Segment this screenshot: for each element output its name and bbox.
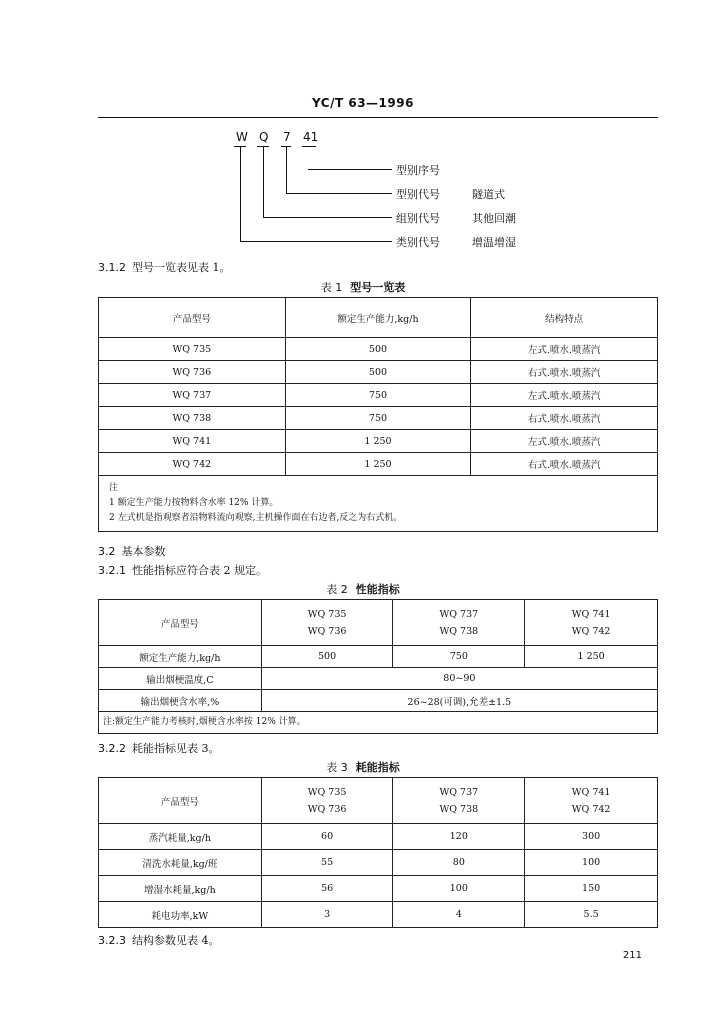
table-cell: WQ 742 — [99, 453, 286, 476]
standard-header: YC/T 63—1996 — [312, 96, 414, 110]
table-cell: 750 — [285, 407, 471, 430]
table-header-row — [99, 778, 658, 824]
model-label: WQ 736 — [307, 803, 347, 815]
section-text: 性能指标应符合表 2 规定。 — [132, 564, 267, 577]
section-number: 3.2 — [98, 545, 116, 558]
table-header-cell — [525, 778, 658, 824]
table1-caption — [0, 279, 726, 295]
table-cell: 300 — [525, 824, 658, 850]
header-rule — [98, 117, 658, 118]
table-cell: 额定生产能力,kg/h — [99, 646, 262, 668]
code-letter-41: 41 — [303, 130, 319, 144]
table-row — [99, 361, 658, 384]
leader-line-type-h — [286, 193, 392, 194]
model-label: WQ 737 — [439, 786, 479, 798]
table-cell: 5.5 — [525, 902, 658, 928]
section-text: 基本参数 — [121, 545, 166, 558]
table-cell: 3 — [261, 902, 393, 928]
table-row — [99, 902, 658, 928]
code-underline — [302, 146, 316, 147]
page-number: 211 — [622, 950, 642, 961]
table2 — [98, 599, 658, 734]
table-cell: 耗电功率,kW — [99, 902, 262, 928]
leader-line-group-h — [263, 217, 392, 218]
table-row — [99, 824, 658, 850]
legend-label-serial: 型别序号 — [396, 164, 440, 177]
table3-caption-title: 耗能指标 — [355, 761, 400, 774]
table-cell: 左式.喷水.喷蒸汽 — [471, 338, 658, 361]
section-3-2 — [98, 543, 166, 559]
table-cell: 1 250 — [285, 430, 471, 453]
table2-note: 注:额定生产能力考核时,烟梗含水率按 12% 计算。 — [99, 712, 658, 734]
table-header-cell — [393, 600, 525, 646]
table1-note-1: 1 额定生产能力按物料含水率 12% 计算。 — [109, 498, 279, 508]
model-label: WQ 735 — [307, 786, 347, 798]
model-label: WQ 738 — [439, 625, 479, 637]
leader-line-category-v — [240, 146, 241, 241]
table-cell: 55 — [261, 850, 393, 876]
table3-caption-number: 表 3 — [326, 761, 348, 774]
table-header-row — [99, 298, 658, 338]
table-cell: 750 — [393, 646, 525, 668]
section-number: 3.1.2 — [98, 261, 126, 274]
legend-label-group: 组别代号 — [396, 212, 440, 225]
table-row — [99, 407, 658, 430]
table-cell: WQ 741 — [99, 430, 286, 453]
model-label: WQ 741 — [571, 608, 611, 620]
table-cell: WQ 736 — [99, 361, 286, 384]
table1-caption-title: 型号一览表 — [350, 281, 406, 294]
table-cell: 750 — [285, 384, 471, 407]
table-cell: 80 — [393, 850, 525, 876]
table-cell: 120 — [393, 824, 525, 850]
code-letter-w: W — [236, 130, 248, 144]
model-label: WQ 738 — [439, 803, 479, 815]
table-row — [99, 430, 658, 453]
model-label: WQ 742 — [571, 803, 611, 815]
table-cell: 1 250 — [285, 453, 471, 476]
leader-line-group-v — [263, 146, 264, 217]
legend-value-group: 其他回潮 — [472, 212, 516, 225]
table-cell: 1 250 — [525, 646, 658, 668]
table1-note-2: 2 左式机是指观察者沿物料流向观察,主机操作面在右边者,反之为右式机。 — [109, 513, 403, 523]
table2-caption-number: 表 2 — [326, 583, 348, 596]
table-cell: 60 — [261, 824, 393, 850]
model-label: WQ 741 — [571, 786, 611, 798]
model-label: WQ 742 — [571, 625, 611, 637]
table-header-cell: 结构特点 — [471, 298, 658, 338]
table-header-cell: 产品型号 — [99, 298, 286, 338]
table-header-cell — [525, 600, 658, 646]
table-cell: 输出烟梗温度,C — [99, 668, 262, 690]
table-cell: 左式.喷水.喷蒸汽 — [471, 384, 658, 407]
model-label: WQ 735 — [307, 608, 347, 620]
table-cell: 4 — [393, 902, 525, 928]
table-cell: 500 — [285, 338, 471, 361]
code-letter-7: 7 — [283, 130, 291, 144]
legend-label-type: 型别代号 — [396, 188, 440, 201]
legend-label-category: 类别代号 — [396, 236, 440, 249]
table-cell: 500 — [261, 646, 393, 668]
legend-value-type: 隧道式 — [472, 188, 505, 201]
section-text: 结构参数见表 4。 — [132, 934, 220, 947]
section-number: 3.2.2 — [98, 742, 126, 755]
table1-notes — [99, 476, 658, 532]
section-3-2-1 — [98, 562, 267, 578]
table3-caption — [0, 759, 726, 775]
section-3-2-3 — [98, 932, 220, 948]
table-cell: 80~90 — [261, 668, 657, 690]
section-3-2-2 — [98, 740, 220, 756]
table-row — [99, 668, 658, 690]
table-cell: WQ 738 — [99, 407, 286, 430]
code-letter-q: Q — [259, 130, 269, 144]
table-cell: 清洗水耗量,kg/班 — [99, 850, 262, 876]
table-cell: 100 — [525, 850, 658, 876]
table-cell: 左式.喷水.喷蒸汽 — [471, 430, 658, 453]
table-cell: 输出烟梗含水率,% — [99, 690, 262, 712]
section-text: 耗能指标见表 3。 — [132, 742, 220, 755]
table-cell: 26~28(可调),允差±1.5 — [261, 690, 657, 712]
table1-note-heading: 注 — [109, 483, 119, 493]
leader-line-type-v — [286, 146, 287, 193]
table-row — [99, 876, 658, 902]
section-text: 型号一览表见表 1。 — [132, 261, 231, 274]
model-label: WQ 736 — [307, 625, 347, 637]
table3 — [98, 777, 658, 928]
table-row — [99, 384, 658, 407]
table-cell: 右式.喷水.喷蒸汽 — [471, 407, 658, 430]
leader-line-serial — [308, 169, 392, 170]
table-cell: WQ 737 — [99, 384, 286, 407]
table-note-row — [99, 476, 658, 532]
table-cell: 56 — [261, 876, 393, 902]
table-cell: 右式.喷水.喷蒸汽 — [471, 361, 658, 384]
table2-caption — [0, 581, 726, 597]
table-header-row — [99, 600, 658, 646]
table-row — [99, 338, 658, 361]
table-header-cell: 额定生产能力,kg/h — [285, 298, 471, 338]
table2-caption-title: 性能指标 — [355, 583, 400, 596]
legend-value-category: 增温增湿 — [472, 236, 516, 249]
table-note-row — [99, 712, 658, 734]
leader-line-category-h — [240, 241, 392, 242]
section-number: 3.2.3 — [98, 934, 126, 947]
table-row — [99, 646, 658, 668]
model-label: WQ 737 — [439, 608, 479, 620]
table-row — [99, 453, 658, 476]
table-cell: 右式.喷水.喷蒸汽 — [471, 453, 658, 476]
table-header-cell — [261, 778, 393, 824]
table-header-cell — [393, 778, 525, 824]
table-row — [99, 690, 658, 712]
table-header-cell: 产品型号 — [99, 600, 262, 646]
table-cell: 增湿水耗量,kg/h — [99, 876, 262, 902]
section-3-1-2 — [98, 259, 231, 275]
table-cell: 150 — [525, 876, 658, 902]
table-cell: 100 — [393, 876, 525, 902]
table-cell: 500 — [285, 361, 471, 384]
table1 — [98, 297, 658, 532]
table-header-cell: 产品型号 — [99, 778, 262, 824]
table-cell: WQ 735 — [99, 338, 286, 361]
table-row — [99, 850, 658, 876]
section-number: 3.2.1 — [98, 564, 126, 577]
table1-caption-number: 表 1 — [320, 281, 343, 294]
table-cell: 蒸汽耗量,kg/h — [99, 824, 262, 850]
table-header-cell — [261, 600, 393, 646]
